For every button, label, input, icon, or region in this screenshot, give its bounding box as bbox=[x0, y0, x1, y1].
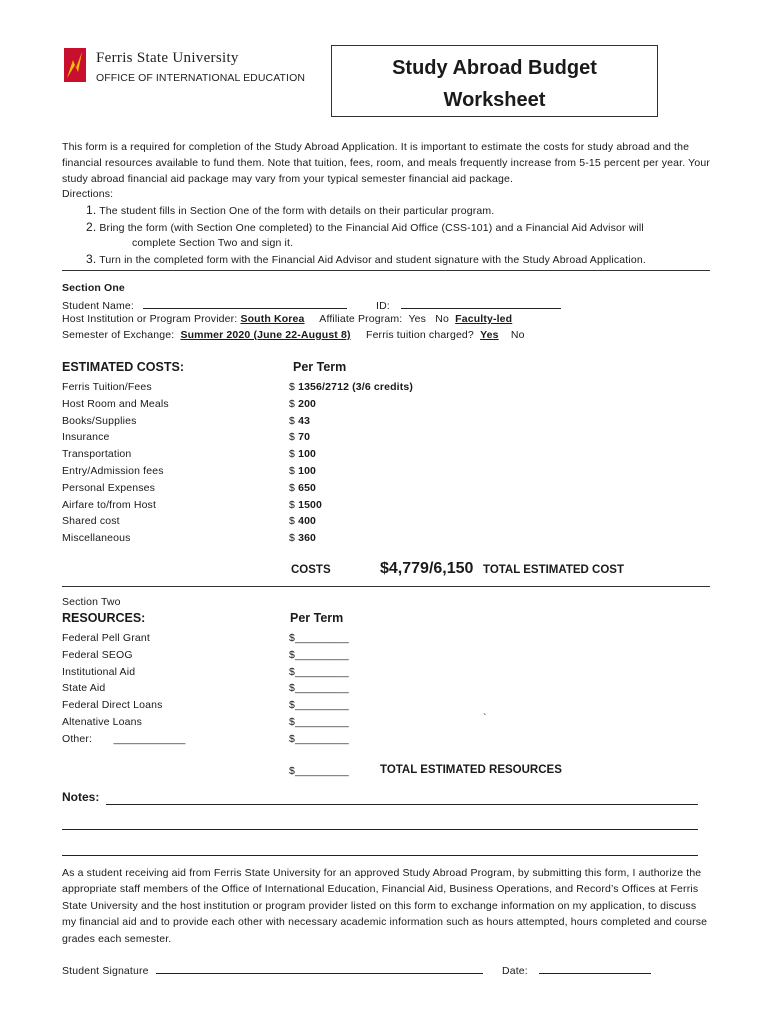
cost-item-label: Books/Supplies bbox=[62, 414, 137, 427]
semester-row bbox=[62, 329, 525, 341]
affiliate-value: Faculty-led bbox=[455, 313, 513, 325]
affiliate-label: Affiliate Program: bbox=[319, 313, 403, 325]
resources-heading: RESOURCES: bbox=[62, 611, 146, 625]
semester-value: Summer 2020 (June 22-August 8) bbox=[180, 329, 351, 341]
intro-block bbox=[62, 140, 712, 269]
notes-line[interactable] bbox=[62, 855, 698, 856]
other-resource-field[interactable]: ____________ bbox=[113, 732, 186, 745]
cost-item-value: $ 1500 bbox=[289, 498, 323, 511]
semester-label: Semester of Exchange: bbox=[62, 329, 175, 341]
resource-item-label: Federal Direct Loans bbox=[62, 699, 163, 712]
host-label: Host Institution or Program Provider: bbox=[62, 313, 238, 325]
page-title-line2: Worksheet bbox=[443, 89, 546, 111]
estimated-costs-heading: ESTIMATED COSTS: bbox=[62, 360, 184, 374]
student-id-row bbox=[376, 297, 561, 312]
costs-label: COSTS bbox=[291, 564, 331, 576]
signature-field[interactable] bbox=[156, 962, 483, 974]
direction-step: 3. Turn in the completed form with the Financial Aid Advisor and student signature with the Study Abroad Application. bbox=[86, 251, 646, 266]
resource-item-label: State Aid bbox=[62, 682, 106, 695]
cost-item-label: Transportation bbox=[62, 448, 132, 461]
notes-label: Notes: bbox=[62, 790, 100, 804]
cost-item-label: Entry/Admission fees bbox=[62, 464, 164, 477]
cost-item-value: $ 200 bbox=[289, 397, 317, 410]
resource-amount-field[interactable]: $_________ bbox=[289, 699, 349, 712]
resource-amount-field[interactable]: $_________ bbox=[289, 732, 349, 745]
title-box bbox=[331, 45, 658, 117]
student-name-field[interactable] bbox=[143, 297, 347, 309]
student-name-row bbox=[62, 297, 347, 312]
cost-item-label: Airfare to/from Host bbox=[62, 498, 157, 511]
direction-step: 2. Bring the form (with Section One completed) to the Financial Aid Office (CSS-101) and a Financial Aid Advisor will bbox=[86, 219, 644, 234]
student-name-label: Student Name: bbox=[62, 300, 134, 312]
cost-item-label: Host Room and Meals bbox=[62, 397, 169, 410]
ferris-logo-icon bbox=[64, 48, 86, 82]
resource-item-label: Federal Pell Grant bbox=[62, 632, 150, 644]
cost-values bbox=[289, 379, 413, 547]
section-two-heading: Section Two bbox=[62, 596, 121, 608]
authorization-paragraph: As a student receiving aid from Ferris State University for an approved Study Abroad Program, by submitting this form, I authorize the appropriate staff members of the Office of International Education, Financial Aid, Business Operations, and Record’s Offices at Ferris State University and the host institution or program provider listed on this form to exchange information on my application, to discuss my financial aid and to provide each other with necessary academic information such as hours attempted, hours completed and course grades each semester. bbox=[62, 867, 708, 945]
total-resources-label: TOTAL ESTIMATED RESOURCES bbox=[380, 764, 562, 776]
resource-item-label: Altenative Loans bbox=[62, 715, 143, 728]
cost-labels bbox=[62, 379, 169, 547]
signature-row bbox=[62, 962, 483, 977]
resource-amount-field[interactable]: $_________ bbox=[289, 632, 349, 644]
signature-label: Student Signature bbox=[62, 965, 149, 977]
host-row bbox=[62, 313, 512, 325]
section-divider bbox=[62, 586, 710, 587]
logo-university-name: Ferris State University bbox=[96, 50, 239, 66]
cost-item-value: $ 1356/2712 (3/6 credits) bbox=[289, 381, 414, 393]
cost-item-label: Ferris Tuition/Fees bbox=[62, 381, 152, 393]
notes-line[interactable] bbox=[62, 829, 698, 830]
date-field[interactable] bbox=[539, 962, 651, 974]
notes-line[interactable] bbox=[106, 804, 698, 805]
cost-item-value: $ 70 bbox=[289, 431, 311, 444]
student-id-field[interactable] bbox=[401, 297, 561, 309]
affiliate-no[interactable]: No bbox=[435, 313, 450, 325]
resource-item-label: Other: ____________ bbox=[62, 732, 186, 745]
resource-amount-field[interactable]: $_________ bbox=[289, 715, 349, 728]
cost-item-value: $ 43 bbox=[289, 414, 311, 427]
date-label: Date: bbox=[502, 965, 528, 977]
resource-labels bbox=[62, 630, 185, 748]
cost-item-label: Personal Expenses bbox=[62, 481, 156, 494]
page-title-line1: Study Abroad Budget bbox=[392, 57, 597, 79]
section-divider bbox=[62, 270, 710, 271]
tuition-yes[interactable]: Yes bbox=[480, 329, 499, 341]
cost-item-label: Shared cost bbox=[62, 515, 120, 528]
directions-list bbox=[62, 203, 712, 268]
resources-per-term-heading: Per Term bbox=[290, 611, 344, 625]
tuition-no[interactable]: No bbox=[510, 329, 525, 341]
affiliate-yes[interactable]: Yes bbox=[408, 313, 427, 325]
direction-step: 1. The student fills in Section One of the form with details on their particular program. bbox=[86, 203, 495, 218]
intro-paragraph: This form is a required for completion of the Study Abroad Application. It is important to estimate the costs for study abroad and the financial resources available to fund them. Note that tuition, fees, room, and meals frequently increase from 5-15 percent per year. Your study abroad financial aid package may vary from your typical semester financial aid package. bbox=[62, 141, 710, 185]
resource-item-label: Institutional Aid bbox=[62, 665, 136, 678]
resource-amount-field[interactable]: $_________ bbox=[289, 682, 349, 695]
cost-item-value: $ 100 bbox=[289, 464, 317, 477]
stray-mark: ` bbox=[483, 712, 487, 724]
directions-label: Directions: bbox=[62, 188, 114, 201]
logo-office-name: OFFICE OF INTERNATIONAL EDUCATION bbox=[96, 72, 306, 84]
total-cost-value: $4,779/6,150 bbox=[380, 560, 474, 577]
student-id-label: ID: bbox=[376, 300, 390, 312]
total-cost-label: TOTAL ESTIMATED COST bbox=[483, 564, 624, 576]
date-row bbox=[502, 962, 651, 977]
cost-item-label: Insurance bbox=[62, 431, 110, 444]
cost-item-value: $ 650 bbox=[289, 481, 317, 494]
direction-step-continued: complete Section Two and sign it. bbox=[132, 237, 294, 250]
resource-item-label: Federal SEOG bbox=[62, 648, 133, 661]
section-one-heading: Section One bbox=[62, 282, 125, 294]
resource-amount-field[interactable]: $_________ bbox=[289, 665, 349, 678]
host-value: South Korea bbox=[240, 313, 305, 325]
costs-per-term-heading: Per Term bbox=[293, 360, 347, 374]
cost-item-label: Miscellaneous bbox=[62, 532, 131, 545]
tuition-charged-label: Ferris tuition charged? bbox=[366, 329, 474, 341]
cost-item-value: $ 100 bbox=[289, 448, 317, 461]
cost-item-value: $ 360 bbox=[289, 532, 317, 545]
total-resources-field[interactable]: $_________ bbox=[289, 765, 349, 777]
cost-item-value: $ 400 bbox=[289, 515, 317, 528]
resource-amount-field[interactable]: $_________ bbox=[289, 648, 349, 661]
resource-amounts bbox=[289, 630, 349, 748]
